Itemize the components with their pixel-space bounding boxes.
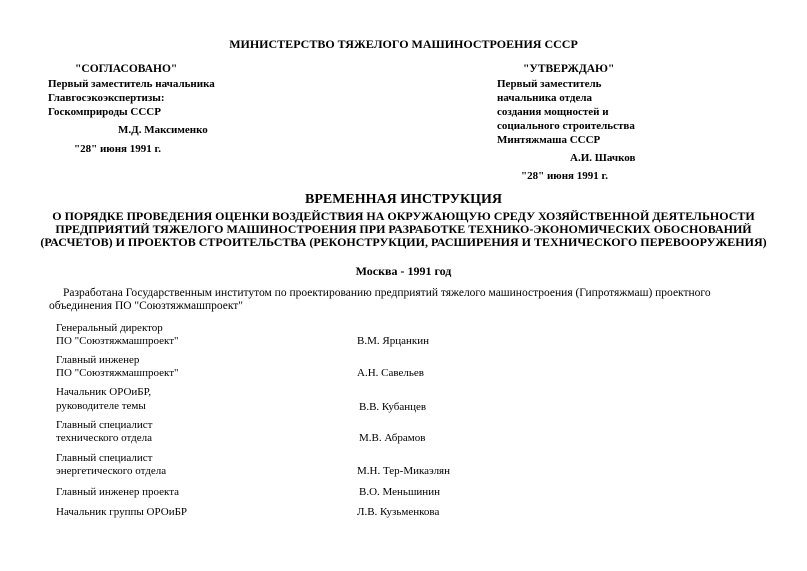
author-role-line: Начальник ОРОиБР, <box>56 386 152 398</box>
author-role-line: Главный специалист <box>56 452 153 464</box>
author-name: В.В. Кубанцев <box>359 401 427 413</box>
ministry-header: МИНИСТЕРСТВО ТЯЖЕЛОГО МАШИНОСТРОЕНИЯ СССР <box>229 37 578 51</box>
agreed-date: "28" июня 1991 г. <box>74 143 162 155</box>
agreed-label: "СОГЛАСОВАНО" <box>75 63 178 75</box>
author-role-line: энергетического отдела <box>56 465 167 477</box>
approved-line-4: социального строительства <box>497 120 635 132</box>
approved-label: "УТВЕРЖДАЮ" <box>523 63 615 75</box>
approved-line-5: Минтяжмаша СССР <box>497 134 601 146</box>
author-name: В.О. Меньшинин <box>359 486 440 498</box>
intro-paragraph: Разработана Государственным институтом по проектированию предприятий тяжелого машиностроения (Гипротяжмаш) проектного объединения ПО "Союзтяжмашпроект" <box>49 287 711 312</box>
document-subtitle: О ПОРЯДКЕ ПРОВЕДЕНИЯ ОЦЕНКИ ВОЗДЕЙСТВИЯ НА ОКРУЖАЮЩУЮ СРЕДУ ХОЗЯЙСТВЕННОЙ ДЕЯТЕЛЬНОСТИ ПРЕДПРИЯТИЙ ТЯЖЕЛОГО МАШИНОСТРОЕНИЯ ПРИ РАЗРАБОТКЕ ТЕХНИКО-ЭКОНОМИЧЕСКИХ ОБОСНОВАНИЙ (РАСЧЕТОВ) И ПРОЕКТОВ СТРОИТЕЛЬСТВА (РЕКОНСТРУКЦИИ, РАСШИРЕНИЯ И ТЕХНИЧЕСКОГО ПЕРЕВООРУЖЕНИЯ) <box>40 209 767 249</box>
author-role-line: руководителе темы <box>56 400 146 412</box>
author-role-line: Главный инженер <box>56 354 140 366</box>
approved-line-1: Первый заместитель <box>497 78 602 90</box>
agreed-line-1: Первый заместитель начальника <box>48 78 215 90</box>
author-role-line: ПО "Союзтяжмашпроект" <box>56 335 179 347</box>
agreed-signer: М.Д. Максименко <box>118 124 208 136</box>
author-name: Л.В. Кузьменкова <box>357 506 440 518</box>
author-name: М.Н. Тер-Микаэлян <box>357 465 451 477</box>
approved-line-2: начальника отдела <box>497 92 593 104</box>
author-role-line: Генеральный директор <box>56 322 163 334</box>
author-role-line: Начальник группы ОРОиБР <box>56 506 188 518</box>
author-role-line: ПО "Союзтяжмашпроект" <box>56 367 179 379</box>
author-name: В.М. Ярцанкин <box>357 335 429 347</box>
approved-signer: А.И. Шачков <box>570 152 636 164</box>
author-name: А.Н. Савельев <box>357 367 424 379</box>
document-title: ВРЕМЕННАЯ ИНСТРУКЦИЯ <box>304 192 503 207</box>
author-role-line: Главный инженер проекта <box>56 486 180 498</box>
agreed-line-2: Главгосэкоэкспертизы: <box>48 92 165 104</box>
approved-date: "28" июня 1991 г. <box>521 170 609 182</box>
author-role-line: Главный специалист <box>56 419 153 431</box>
agreed-line-3: Госкомприроды СССР <box>48 106 161 118</box>
city-year: Москва - 1991 год <box>355 264 452 278</box>
approved-line-3: создания мощностей и <box>497 106 609 118</box>
author-role-line: технического отдела <box>56 432 153 444</box>
author-name: М.В. Абрамов <box>359 432 426 444</box>
